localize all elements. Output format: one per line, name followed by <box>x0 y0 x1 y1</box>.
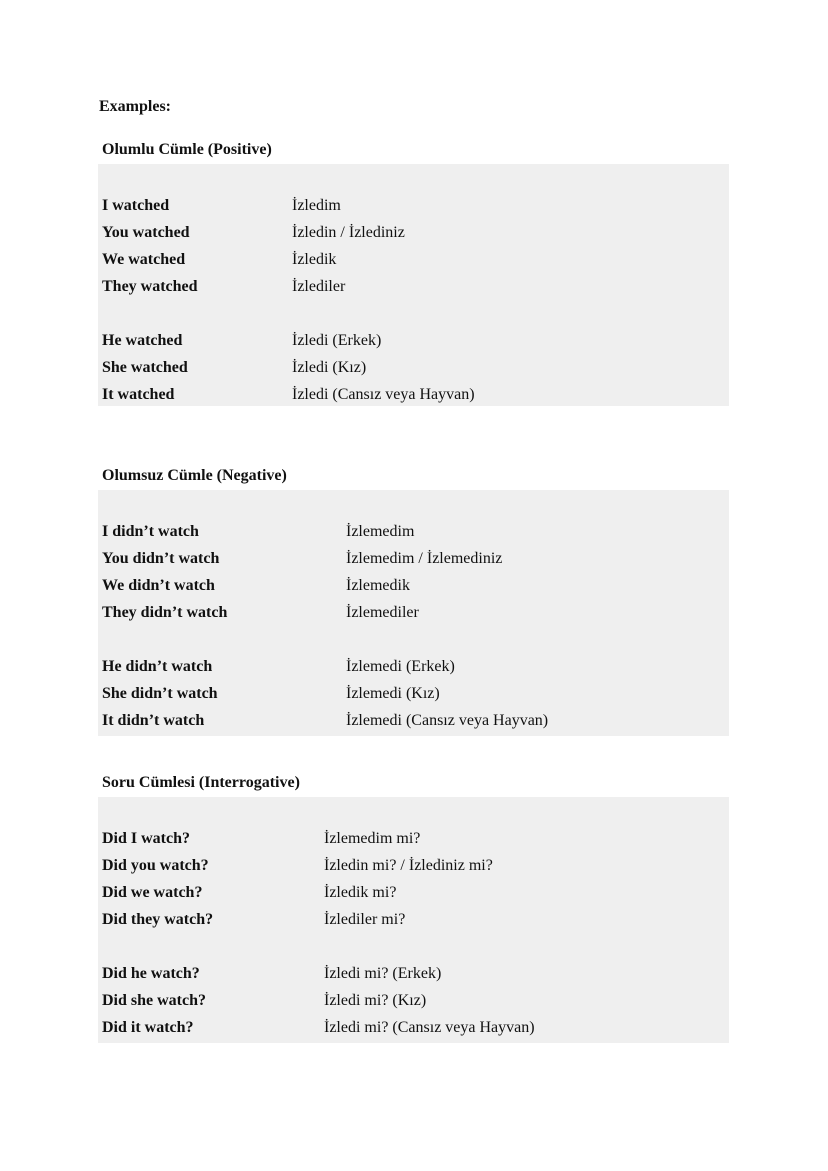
section-positive <box>98 140 729 406</box>
example-row <box>98 192 729 219</box>
english-phrase: He didn’t watch <box>102 658 213 675</box>
turkish-translation: İzledi (Kız) <box>292 359 367 376</box>
example-row <box>98 1014 729 1041</box>
turkish-translation: İzlemedi (Erkek) <box>346 658 455 675</box>
example-row <box>98 246 729 273</box>
english-phrase: They watched <box>102 278 198 295</box>
turkish-translation: İzlemedi (Cansız veya Hayvan) <box>346 712 549 729</box>
english-phrase: We watched <box>102 251 186 268</box>
turkish-translation: İzledin / İzlediniz <box>292 224 405 241</box>
example-row <box>98 599 729 626</box>
section-title: Soru Cümlesi (Interrogative) <box>102 774 300 791</box>
turkish-translation: İzlediler mi? <box>324 911 406 928</box>
english-phrase: She didn’t watch <box>102 685 218 702</box>
turkish-translation: İzledik <box>292 251 337 268</box>
examples-table <box>98 797 729 1043</box>
turkish-translation: İzlemedim mi? <box>324 830 421 847</box>
turkish-translation: İzledi mi? (Kız) <box>324 992 427 1009</box>
turkish-translation: İzledi mi? (Erkek) <box>324 965 442 982</box>
example-row <box>98 653 729 680</box>
english-phrase: Did he watch? <box>102 965 200 982</box>
english-phrase: Did we watch? <box>102 884 203 901</box>
turkish-translation: İzlemediler <box>346 604 419 621</box>
english-phrase: He watched <box>102 332 183 349</box>
english-phrase: You watched <box>102 224 190 241</box>
english-phrase: I didn’t watch <box>102 523 199 540</box>
section-interrogative <box>98 773 729 1043</box>
example-row <box>98 879 729 906</box>
turkish-translation: İzlemedim <box>346 523 415 540</box>
english-phrase: I watched <box>102 197 170 214</box>
english-phrase: It watched <box>102 386 175 403</box>
example-row <box>98 906 729 933</box>
english-phrase: They didn’t watch <box>102 604 228 621</box>
section-negative <box>98 466 729 736</box>
section-title: Olumsuz Cümle (Negative) <box>102 467 287 484</box>
turkish-translation: İzlemedik <box>346 577 410 594</box>
english-phrase: Did she watch? <box>102 992 207 1009</box>
example-row <box>98 707 729 734</box>
example-row <box>98 381 729 408</box>
examples-table <box>98 490 729 736</box>
section-title: Olumlu Cümle (Positive) <box>102 141 272 158</box>
example-row <box>98 572 729 599</box>
english-phrase: She watched <box>102 359 188 376</box>
turkish-translation: İzlemedi (Kız) <box>346 685 440 702</box>
turkish-translation: İzledim <box>292 197 341 214</box>
turkish-translation: İzlediler <box>292 278 346 295</box>
example-row <box>98 327 729 354</box>
example-row <box>98 987 729 1014</box>
turkish-translation: İzledi mi? (Cansız veya Hayvan) <box>324 1019 535 1036</box>
turkish-translation: İzledi (Cansız veya Hayvan) <box>292 386 475 403</box>
example-row <box>98 545 729 572</box>
example-row <box>98 960 729 987</box>
turkish-translation: İzlemedim / İzlemediniz <box>346 550 503 567</box>
english-phrase: You didn’t watch <box>102 550 220 567</box>
example-row <box>98 219 729 246</box>
english-phrase: We didn’t watch <box>102 577 215 594</box>
turkish-translation: İzledi (Erkek) <box>292 332 382 349</box>
english-phrase: Did they watch? <box>102 911 214 928</box>
english-phrase: Did it watch? <box>102 1019 194 1036</box>
turkish-translation: İzledin mi? / İzlediniz mi? <box>324 857 493 874</box>
example-row <box>98 680 729 707</box>
examples-table <box>98 164 729 406</box>
example-row <box>98 518 729 545</box>
example-row <box>98 273 729 300</box>
example-row <box>98 354 729 381</box>
page-heading: Examples: <box>99 98 171 115</box>
english-phrase: It didn’t watch <box>102 712 205 729</box>
turkish-translation: İzledik mi? <box>324 884 397 901</box>
english-phrase: Did you watch? <box>102 857 209 874</box>
example-row <box>98 825 729 852</box>
example-row <box>98 852 729 879</box>
english-phrase: Did I watch? <box>102 830 191 847</box>
